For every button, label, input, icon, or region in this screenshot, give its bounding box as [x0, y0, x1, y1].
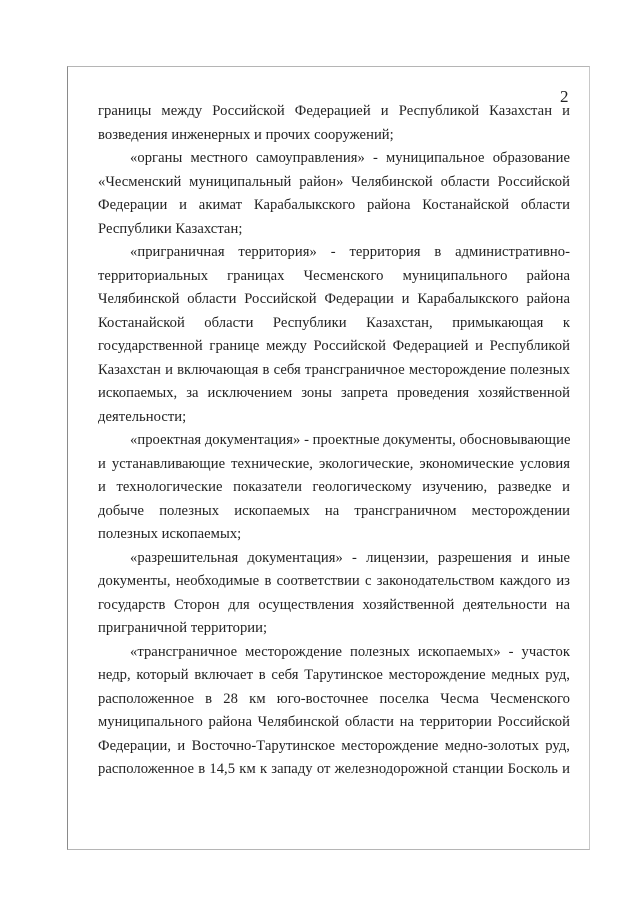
text-line: документы, необходимые в соответствии с законодательством каждого из: [98, 573, 570, 589]
text-line: полезных ископаемых;: [98, 526, 242, 542]
text-line: границы между Российской Федерацией и Республикой Казахстан и: [98, 103, 570, 119]
text-line: Федерации и акимат Карабалыкского района Костанайской области: [98, 197, 570, 213]
paragraph: [98, 429, 570, 547]
text-line: «приграничная территория» - территория в административно-: [130, 244, 570, 260]
paragraph: [98, 241, 570, 429]
text-line: государственной границе между Российской Федерацией и Республикой: [98, 338, 570, 354]
text-line: «проектная документация» - проектные документы, обосновывающие: [130, 432, 570, 448]
text-line: деятельности;: [98, 408, 187, 425]
text-line: и технологические показатели геологическому изучению, разведке и: [98, 479, 570, 495]
text-line: расположенное в 28 км юго-восточнее поселка Чесма Чесменского: [98, 690, 570, 707]
text-line: расположенное в 14,5 км к западу от железнодорожной станции Босколь и: [98, 761, 570, 777]
paragraph: [98, 641, 570, 782]
text-line: возведения инженерных и прочих сооружений;: [98, 126, 394, 143]
page-number: 2: [560, 87, 569, 106]
text-line: Республики Казахстан;: [98, 220, 243, 237]
text-line: «разрешительная документация» - лицензии, разрешения и иные: [130, 549, 570, 566]
text-line: государств Сторон для осуществления хозяйственной деятельности на: [98, 596, 570, 613]
paragraph: [98, 100, 570, 147]
text-line: «Чесменский муниципальный район» Челябинской области Российской: [98, 173, 570, 190]
document-body: [98, 100, 570, 782]
text-line: «трансграничное месторождение полезных ископаемых» - участок: [130, 643, 570, 660]
text-line: Челябинской области Российской Федерации и Карабалыкского района: [98, 291, 570, 307]
text-line: «органы местного самоуправления» - муниципальное образование: [130, 150, 570, 166]
text-line: недр, который включает в себя Тарутинское месторождение медных руд,: [98, 667, 570, 683]
paragraph: [98, 547, 570, 641]
text-line: Федерации, и Восточно-Тарутинское месторождение медно-золотых руд,: [98, 737, 570, 754]
text-line: Костанайской области Республики Казахстан, примыкающая к: [98, 314, 570, 331]
text-line: муниципального района Челябинской области на территории Российской: [98, 714, 570, 730]
text-line: территориальных границах Чесменского муниципального района: [98, 267, 570, 284]
text-line: приграничной территории;: [98, 620, 268, 636]
text-line: Казахстан и включающая в себя трансграничное месторождение полезных: [98, 361, 570, 378]
text-line: и устанавливающие технические, экологические, экономические условия: [98, 455, 570, 472]
text-line: добыче полезных ископаемых на трансграничном месторождении: [98, 502, 570, 519]
text-line: ископаемых, за исключением зоны запрета проведения хозяйственной: [98, 385, 570, 401]
paragraph: [98, 147, 570, 241]
